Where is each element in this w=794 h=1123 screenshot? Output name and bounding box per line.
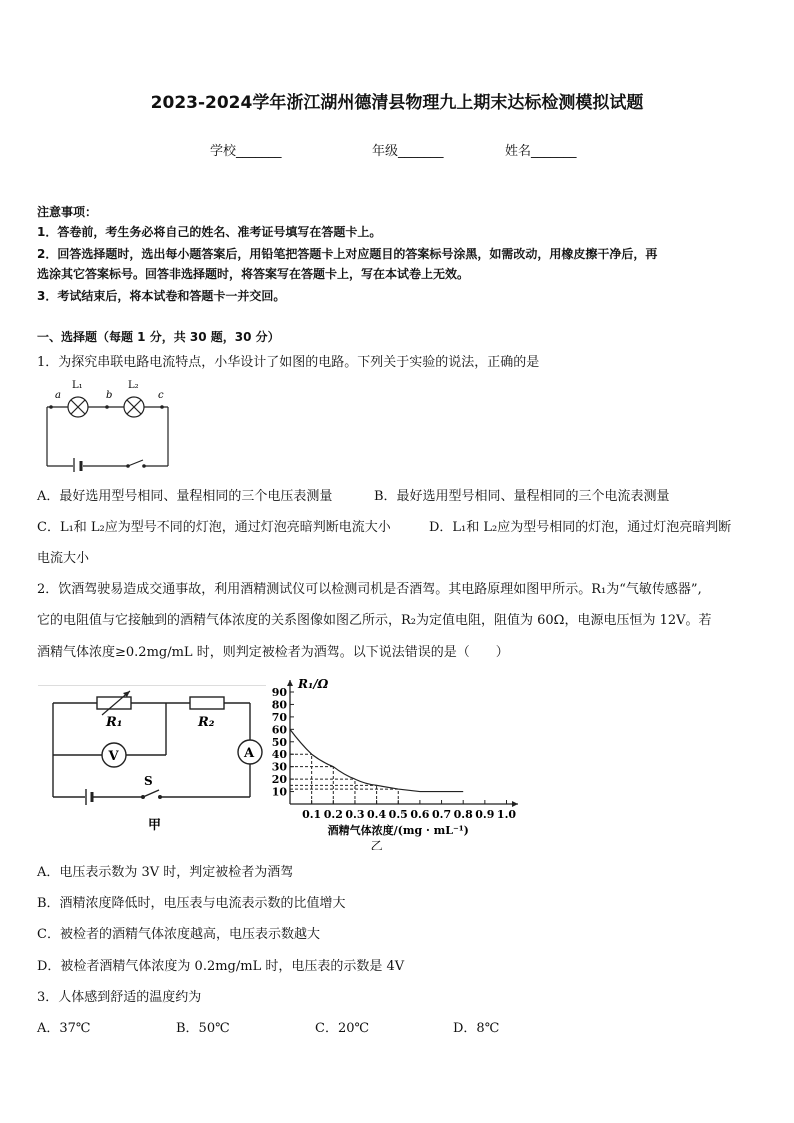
y-tick-label: 30 [271,760,287,774]
lamp-l1-label: L₁ [72,380,83,391]
q2-circuit-diagram [38,685,268,840]
battery-icon [74,458,81,472]
q2-option-b: B．酒精浓度降低时，电压表与电流表示数的比值增大 [37,896,346,911]
node-c-label: c [158,390,164,401]
r2-resistor-icon [190,697,224,709]
q3-option-a: A．37℃ [37,1021,91,1036]
battery-icon [86,789,92,805]
lamp-l2-icon [124,397,144,417]
q2-option-a: A．电压表示数为 3V 时，判定被检者为酒驾 [37,865,294,880]
ammeter-label: A [244,746,255,761]
q1-option-d-cont: 电流大小 [37,551,90,566]
switch-label: S [144,774,153,788]
r1-resistor-icon [97,697,131,709]
x-tick-label: 0.1 [302,808,322,821]
school-field: 学校_______ [210,144,282,159]
notes-heading: 注意事项： [37,205,98,219]
y-tick-label: 40 [271,748,287,762]
q1-option-c: C．L₁和 L₂应为型号不同的灯泡，通过灯泡亮暗判断电流大小 [37,520,391,535]
y-axis-label: R₁/Ω [298,677,329,691]
voltmeter-label: V [108,749,119,764]
x-axis-label: 酒精气体浓度/(mg · mL⁻¹) [327,824,469,837]
x-axis-arrow [512,801,518,807]
x-tick-label: 1.0 [496,808,517,821]
caption-yi: 乙 [370,839,383,850]
q3-option-b: B．50℃ [176,1021,230,1036]
q1-option-b: B．最好选用型号相同、量程相同的三个电流表测量 [374,489,670,504]
y-tick-label: 80 [271,698,287,712]
x-tick-label: 0.2 [323,808,343,821]
q1-option-d: D．L₁和 L₂应为型号相同的灯泡，通过灯泡亮暗判断 [429,520,732,535]
q2-option-c: C．被检者的酒精气体浓度越高，电压表示数越大 [37,927,320,942]
q3-option-c: C．20℃ [315,1021,370,1036]
note-item: 选涂其它答案标号。回答非选择题时，将答案写在答题卡上，写在本试卷上无效。 [37,267,470,281]
q2-resistance-chart [268,670,538,850]
x-tick-label: 0.9 [475,808,495,821]
grade-field: 年级_______ [372,144,444,159]
resistance-curve [290,729,463,791]
page-title: 2023-2024学年浙江湖州德清县物理九上期末达标检测模拟试题 [150,93,644,113]
x-tick-label: 0.8 [453,808,473,821]
r2-label: R₂ [198,715,215,730]
q2-option-d: D．被检者酒精气体浓度为 0.2mg/mL 时，电压表的示数是 4V [37,959,405,974]
r1-label: R₁ [106,715,123,730]
node-a-label: a [55,390,61,401]
section-heading: 一、选择题（每题 1 分，共 30 题，30 分） [37,330,280,344]
caption-jia: 甲 [148,818,162,833]
y-tick-label: 10 [271,785,287,799]
note-item: 2．回答选择题时，选出每小题答案后，用铅笔把答题卡上对应题目的答案标号涂黑，如需改动，用橡皮擦干净后，再 [37,247,658,261]
note-item: 1．答卷前，考生务必将自己的姓名、准考证号填写在答题卡上。 [37,225,382,239]
x-tick-label: 0.6 [410,808,430,821]
y-tick-label: 50 [271,735,287,749]
node-b-label: b [106,390,113,401]
q2-stem-line3: 酒精气体浓度≥0.2mg/mL 时，则判定被检者为酒驾。以下说法错误的是（ ） [37,645,509,660]
x-tick-label: 0.5 [388,808,408,821]
q1-circuit-diagram [40,376,180,472]
q2-stem-line1: 2．饮酒驾驶易造成交通事故，利用酒精测试仪可以检测司机是否酒驾。其电路原理如图甲所示。R₁为“气敏传感器”, [37,582,702,597]
y-tick-label: 70 [271,710,287,724]
q1-option-a: A．最好选用型号相同、量程相同的三个电压表测量 [37,489,333,504]
y-tick-label: 20 [271,773,287,787]
q3-stem: 3．人体感到舒适的温度约为 [37,990,202,1005]
y-tick-label: 90 [271,686,287,699]
x-tick-label: 0.3 [345,808,365,821]
y-tick-label: 60 [271,723,287,737]
q2-stem-line2: 它的电阻值与它接触到的酒精气体浓度的关系图像如图乙所示，R₂为定值电阻，阻值为 60Ω，电源电压恒为 12V。若 [37,613,712,628]
x-tick-label: 0.7 [431,808,452,821]
name-field: 姓名_______ [505,144,577,159]
q3-option-d: D．8℃ [453,1021,500,1036]
lamp-l2-label: L₂ [128,380,139,391]
q1-stem: 1．为探究串联电路电流特点，小华设计了如图的电路。下列关于实验的说法，正确的是 [37,355,540,370]
lamp-l1-icon [68,397,88,417]
x-tick-label: 0.4 [367,808,387,821]
note-item: 3．考试结束后，将本试卷和答题卡一并交回。 [37,289,286,303]
y-axis-arrow [287,680,293,686]
